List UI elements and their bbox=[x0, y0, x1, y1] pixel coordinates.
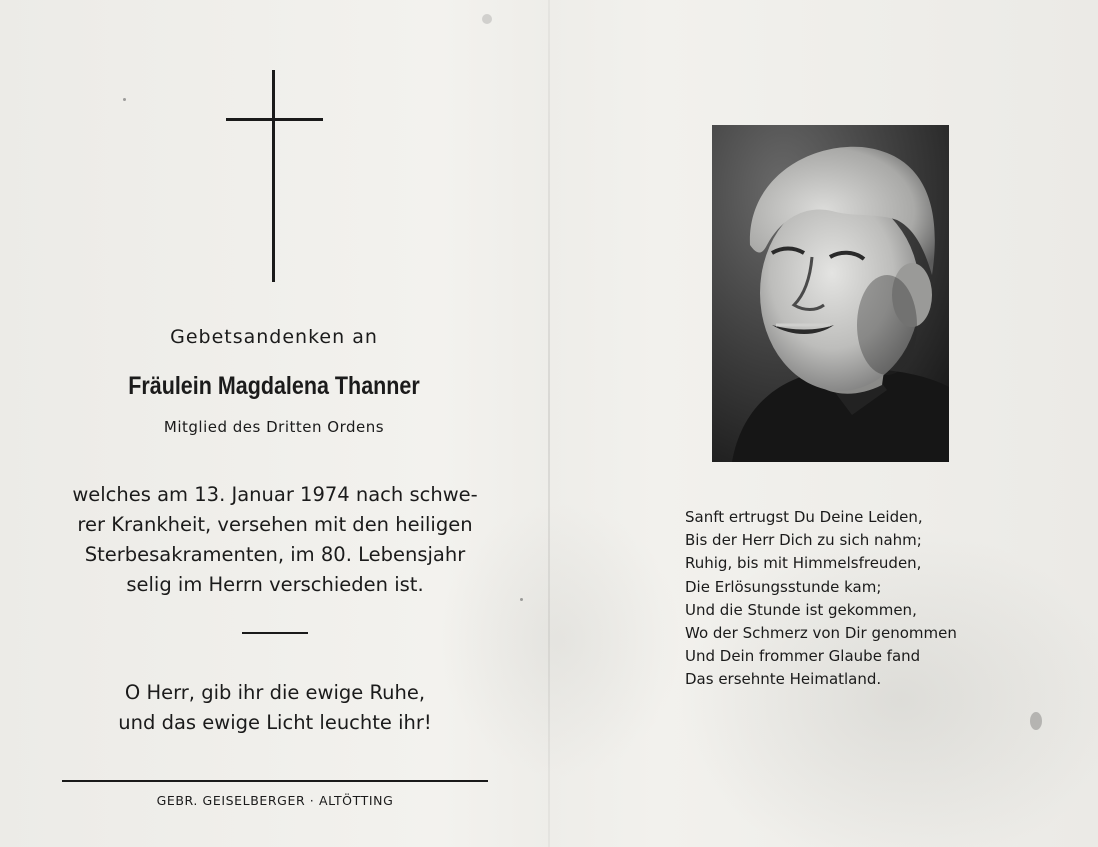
poem-line: Die Erlösungsstunde kam; bbox=[685, 577, 882, 596]
deceased-name: Fräulein Magdalena Thanner bbox=[128, 372, 420, 400]
subtitle: Mitglied des Dritten Ordens bbox=[163, 418, 385, 436]
notice-line: rer Krankheit, versehen mit den heiligen bbox=[77, 513, 473, 536]
prayer-line: und das ewige Licht leuchte ihr! bbox=[118, 711, 432, 734]
poem-line: Ruhig, bis mit Himmelsfreuden, bbox=[685, 554, 922, 573]
poem bbox=[685, 506, 1005, 692]
poem-line: Wo der Schmerz von Dir genommen bbox=[685, 624, 957, 643]
paper-speck bbox=[1030, 712, 1042, 730]
portrait-photo bbox=[712, 125, 949, 462]
divider bbox=[242, 632, 308, 634]
printer-credit: GEBR. GEISELBERGER · ALTÖTTING bbox=[156, 793, 394, 808]
poem-line: Und Dein frommer Glaube fand bbox=[685, 647, 921, 666]
heading: Gebetsandenken an bbox=[170, 326, 378, 348]
paper-speck bbox=[482, 14, 492, 24]
notice-line: selig im Herrn verschieden ist. bbox=[126, 573, 424, 596]
paper-speck bbox=[123, 98, 126, 101]
card-fold bbox=[548, 0, 550, 847]
notice-line: Sterbesakramenten, im 80. Lebensjahr bbox=[84, 543, 466, 566]
paper-speck bbox=[520, 598, 523, 601]
cross-icon bbox=[272, 70, 275, 282]
portrait-icon bbox=[712, 125, 949, 462]
prayer-line: O Herr, gib ihr die ewige Ruhe, bbox=[124, 681, 426, 704]
cross-icon-bar bbox=[226, 118, 323, 121]
poem-line: Und die Stunde ist gekommen, bbox=[685, 600, 917, 619]
poem-line: Das ersehnte Heimatland. bbox=[685, 670, 882, 689]
death-notice-text bbox=[60, 480, 490, 600]
notice-line: welches am 13. Januar 1974 nach schwe- bbox=[72, 483, 478, 506]
footer-divider bbox=[62, 780, 488, 782]
poem-line: Bis der Herr Dich zu sich nahm; bbox=[685, 531, 922, 550]
prayer-text bbox=[60, 678, 490, 738]
poem-line: Sanft ertrugst Du Deine Leiden, bbox=[685, 508, 923, 526]
